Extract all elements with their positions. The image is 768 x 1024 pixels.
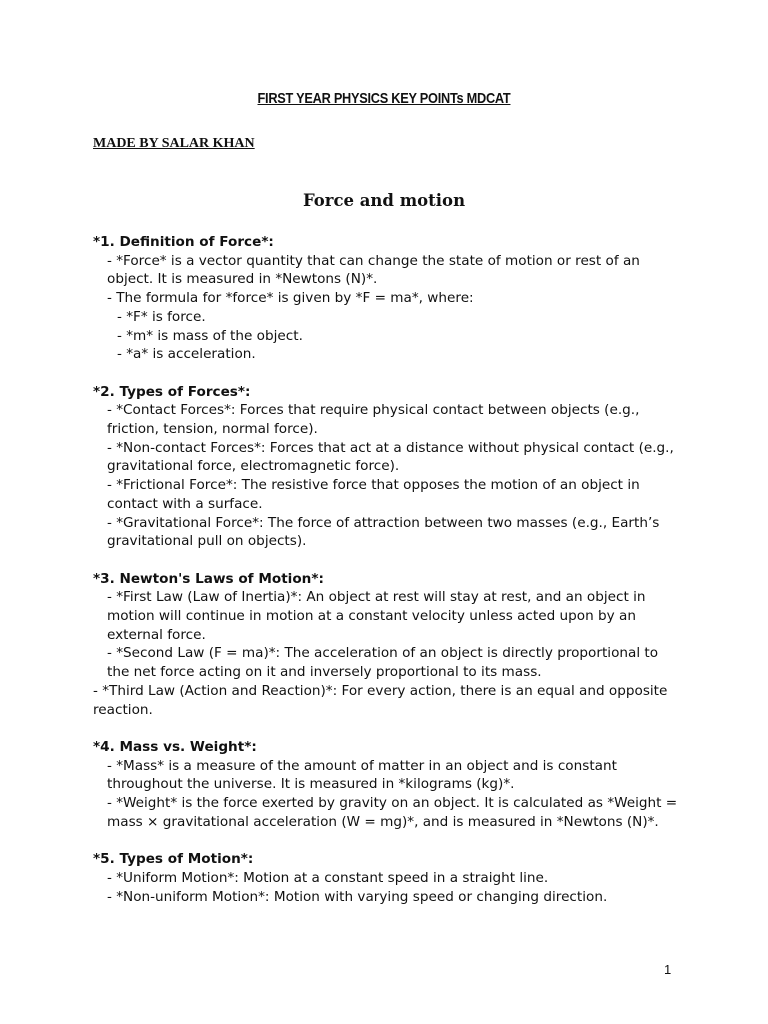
section-heading: *1. Definition of Force*: — [93, 234, 274, 250]
bullet-line: - *Mass* is a measure of the amount of matter in an object and is constant throughout the universe. It is measured in *kilograms (kg)*. — [107, 757, 617, 793]
bullet-line: - *Uniform Motion*: Motion at a constant speed in a straight line. — [107, 869, 549, 886]
bullet-line: - *F* is force. — [117, 308, 206, 325]
bullet-line: - *a* is acceleration. — [117, 346, 256, 363]
bullet-line: - *Non-uniform Motion*: Motion with varying speed or changing direction. — [107, 888, 608, 905]
bullet-line: - The formula for *force* is given by *F = ma*, where: — [107, 290, 474, 307]
section-heading: *5. Types of Motion*: — [93, 851, 254, 868]
section-heading: *4. Mass vs. Weight*: — [93, 738, 257, 755]
bullet-line: - *Third Law (Action and Reaction)*: For every action, there is an equal and opposite reaction. — [93, 682, 668, 718]
document-title: FIRST YEAR PHYSICS KEY POINTs MDCAT — [257, 90, 511, 107]
section-force-definition — [93, 233, 683, 364]
bullet-line: - *First Law (Law of Inertia)*: An object at rest will stay at rest, and an object in motion will continue in motion at a constant velocity unless acted upon by an external force. — [107, 589, 646, 643]
document-body — [93, 233, 683, 925]
bullet-line: - *Force* is a vector quantity that can change the state of motion or rest of an object. It is measured in *Newtons (N)*. — [107, 252, 640, 288]
bullet-line: - *Frictional Force*: The resistive force that opposes the motion of an object in contact with a surface. — [107, 477, 640, 512]
section-heading: *3. Newton's Laws of Motion*: — [93, 570, 324, 587]
section-heading: *2. Types of Forces*: — [93, 383, 251, 400]
bullet-line: - *Second Law (F = ma)*: The acceleration of an object is directly proportional to the net force acting on it and inversely proportional to its mass. — [107, 645, 659, 681]
bullet-line: - *Contact Forces*: Forces that require physical contact between objects (e.g., friction, tension, normal force). — [107, 402, 640, 438]
section-newtons-laws — [93, 570, 683, 720]
bullet-line: - *Non-contact Forces*: Forces that act at a distance without physical contact (e.g., gravitational force, electromagnetic force). — [107, 439, 674, 475]
author-line: MADE BY SALAR KHAN — [93, 136, 255, 151]
bullet-line: - *Gravitational Force*: The force of attraction between two masses (e.g., Earth’s gravitational pull on objects). — [107, 514, 660, 550]
chapter-title: Force and motion — [302, 191, 466, 210]
section-mass-vs-weight — [93, 738, 683, 832]
bullet-line: - *m* is mass of the object. — [117, 327, 303, 344]
page-number: 1 — [664, 962, 672, 977]
section-types-of-motion — [93, 850, 683, 906]
section-types-of-forces — [93, 383, 683, 551]
bullet-line: - *Weight* is the force exerted by gravity on an object. It is calculated as *Weight = mass × gravitational acceleration (W = mg)*, and is measured in *Newtons (N)*. — [107, 795, 678, 830]
